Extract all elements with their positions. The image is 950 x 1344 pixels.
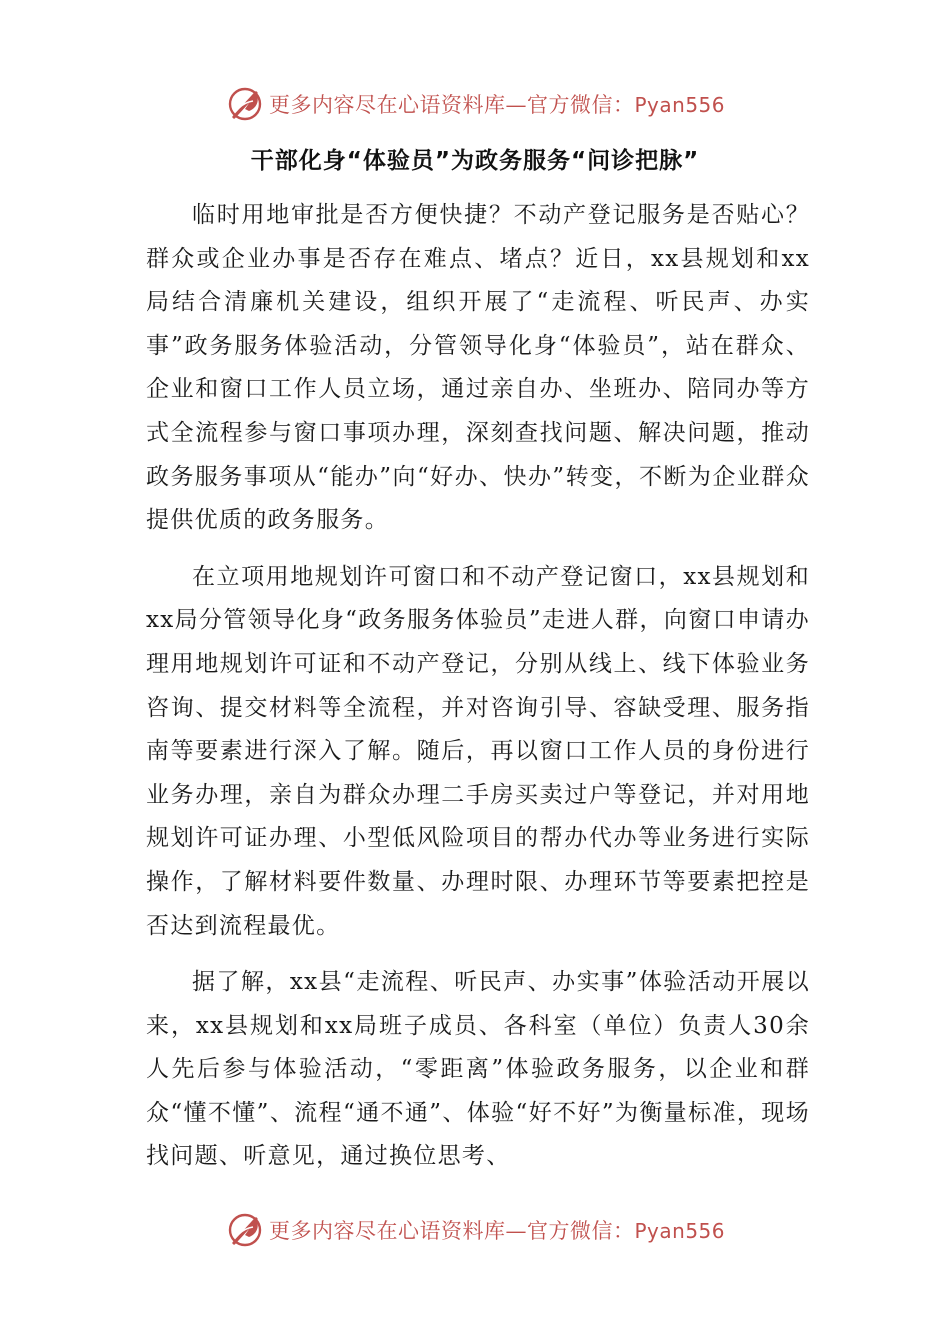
watermark-text — [269, 89, 725, 119]
paragraph-2: 在立项用地规划许可窗口和不动产登记窗口，xx县规划和xx局分管领导化身“政务服务体验员”走进人群，向窗口申请办理用地规划许可证和不动产登记，分别从线上、线下体验业务咨询、提交材料等全流程，并对咨询引导、容缺受理、服务指南等要素进行深入了解。随后，再以窗口工作人员的身份进行业务办理，亲自为群众办理二手房买卖过户等登记，并对用地规划许可证办理、小型低风险项目的帮办代办等业务进行实际操作，了解材料要件数量、办理时限、办理环节等要素把控是否达到流程最优。 — [146, 563, 810, 939]
watermark-prefix: 更多内容尽在心语资料库—官方微信： — [268, 1219, 635, 1243]
watermark-prefix: 更多内容尽在心语资料库—官方微信： — [268, 93, 635, 117]
paragraph-3: 据了解，xx县“走流程、听民声、办实事”体验活动开展以来，xx县规划和xx局班子成员、各科室（单位）负责人30余人先后参与体验活动，“零距离”体验政务服务，以企业和群众“懂不懂”、流程“通不通”、体验“好不好”为衡量标准，现场找问题、听意见，通过换位思考、 — [146, 969, 810, 1170]
watermark-footer — [0, 1208, 950, 1252]
document-title: 干部化身“体验员”为政务服务“问诊把脉” — [250, 148, 700, 174]
quill-logo-icon — [225, 1210, 265, 1250]
quill-logo-icon — [225, 84, 265, 124]
watermark-header — [0, 82, 950, 126]
watermark-text — [269, 1215, 725, 1245]
watermark-brand: Pyan556 — [634, 93, 725, 117]
watermark-brand: Pyan556 — [634, 1219, 725, 1243]
paragraph-1: 临时用地审批是否方便快捷？不动产登记服务是否贴心？群众或企业办事是否存在难点、堵点？近日，xx县规划和xx局结合清廉机关建设，组织开展了“走流程、听民声、办实事”政务服务体验活动，分管领导化身“体验员”，站在群众、企业和窗口工作人员立场，通过亲自办、坐班办、陪同办等方式全流程参与窗口事项办理，深刻查找问题、解决问题，推动政务服务事项从“能办”向“好办、快办”转变，不断为企业群众提供优质的政务服务。 — [146, 202, 810, 534]
document-body — [146, 194, 810, 1192]
